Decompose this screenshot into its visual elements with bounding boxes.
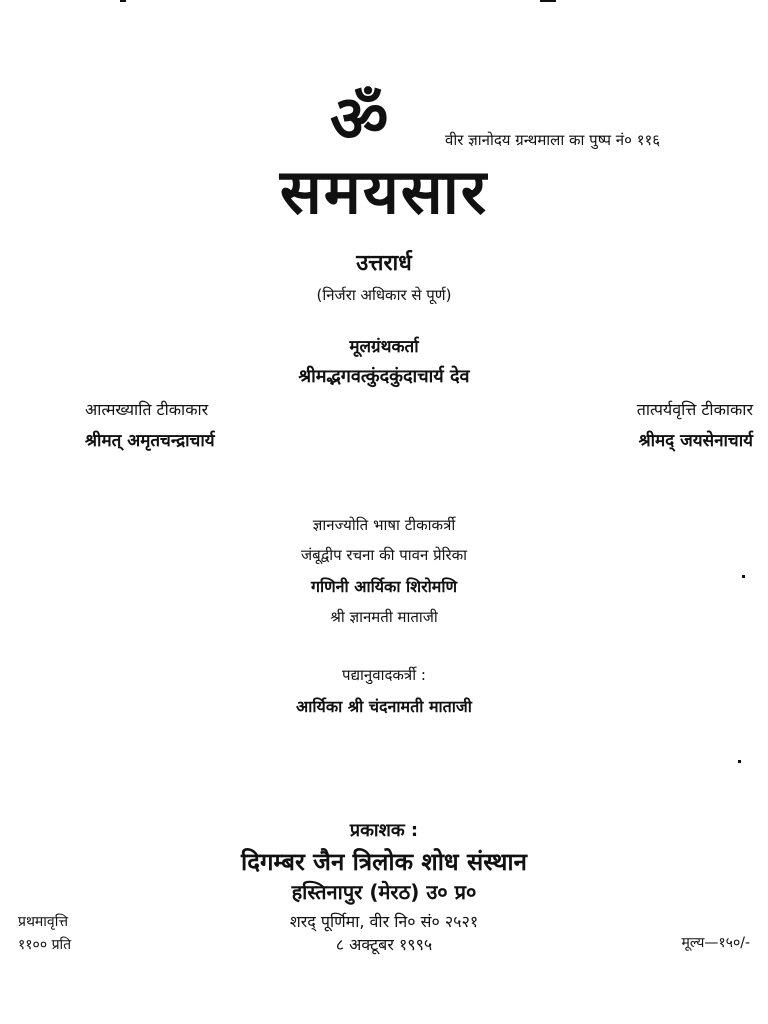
series-note: वीर ज्ञानोदय ग्रन्थमाला का पुष्प नं० ११६ (445, 131, 661, 149)
original-author-label: मूलग्रंथकर्ता (349, 337, 419, 357)
translator-line-3: गणिनी आर्यिका शिरोमणि (310, 577, 458, 596)
right-commentator-name: श्रीमद् जयसेनाचार्य (638, 431, 753, 451)
price-label: मूल्य—१५०/- (681, 935, 750, 951)
verse-translator-name: आर्यिका श्री चंदनामती माताजी (296, 697, 472, 716)
part-heading: उत्तरार्ध (356, 251, 412, 276)
publisher-place: हस्तिनापुर (मेरठ) उ० प्र० (291, 880, 477, 904)
verse-translator-label: पद्यानुवादकर्त्री : (342, 666, 426, 684)
book-title: समयसार (279, 155, 489, 228)
original-author-name: श्रीमद्भगवत्कुंदकुंदाचार्य देव (298, 366, 470, 387)
translator-line-4: श्री ज्ञानमती माताजी (330, 608, 438, 626)
translator-line-1: ज्ञानज्योति भाषा टीकाकर्त्री (312, 516, 456, 534)
edition-label: प्रथमावृत्ति (18, 914, 68, 930)
left-commentator-name: श्रीमत् अमृतचन्द्राचार्य (85, 431, 215, 451)
publisher-name: दिगम्बर जैन त्रिलोक शोध संस्थान (241, 848, 527, 876)
part-note: (निर्जरा अधिकार से पूर्ण) (316, 286, 452, 304)
publication-date-line-1: शरद् पूर्णिमा, वीर नि० सं० २५२१ (289, 912, 479, 931)
publication-date-line-2: ८ अक्टूबर १९९५ (335, 935, 433, 954)
om-symbol: ॐ (330, 83, 389, 157)
publisher-label: प्रकाशक : (349, 820, 419, 841)
left-commentator-label: आत्मख्याति टीकाकार (85, 400, 209, 419)
translator-line-2: जंबूद्वीप रचना की पावन प्रेरिका (300, 546, 468, 564)
right-commentator-label: तात्पर्यवृत्ति टीकाकार (636, 400, 753, 419)
copies-count: ११०० प्रति (18, 937, 72, 953)
